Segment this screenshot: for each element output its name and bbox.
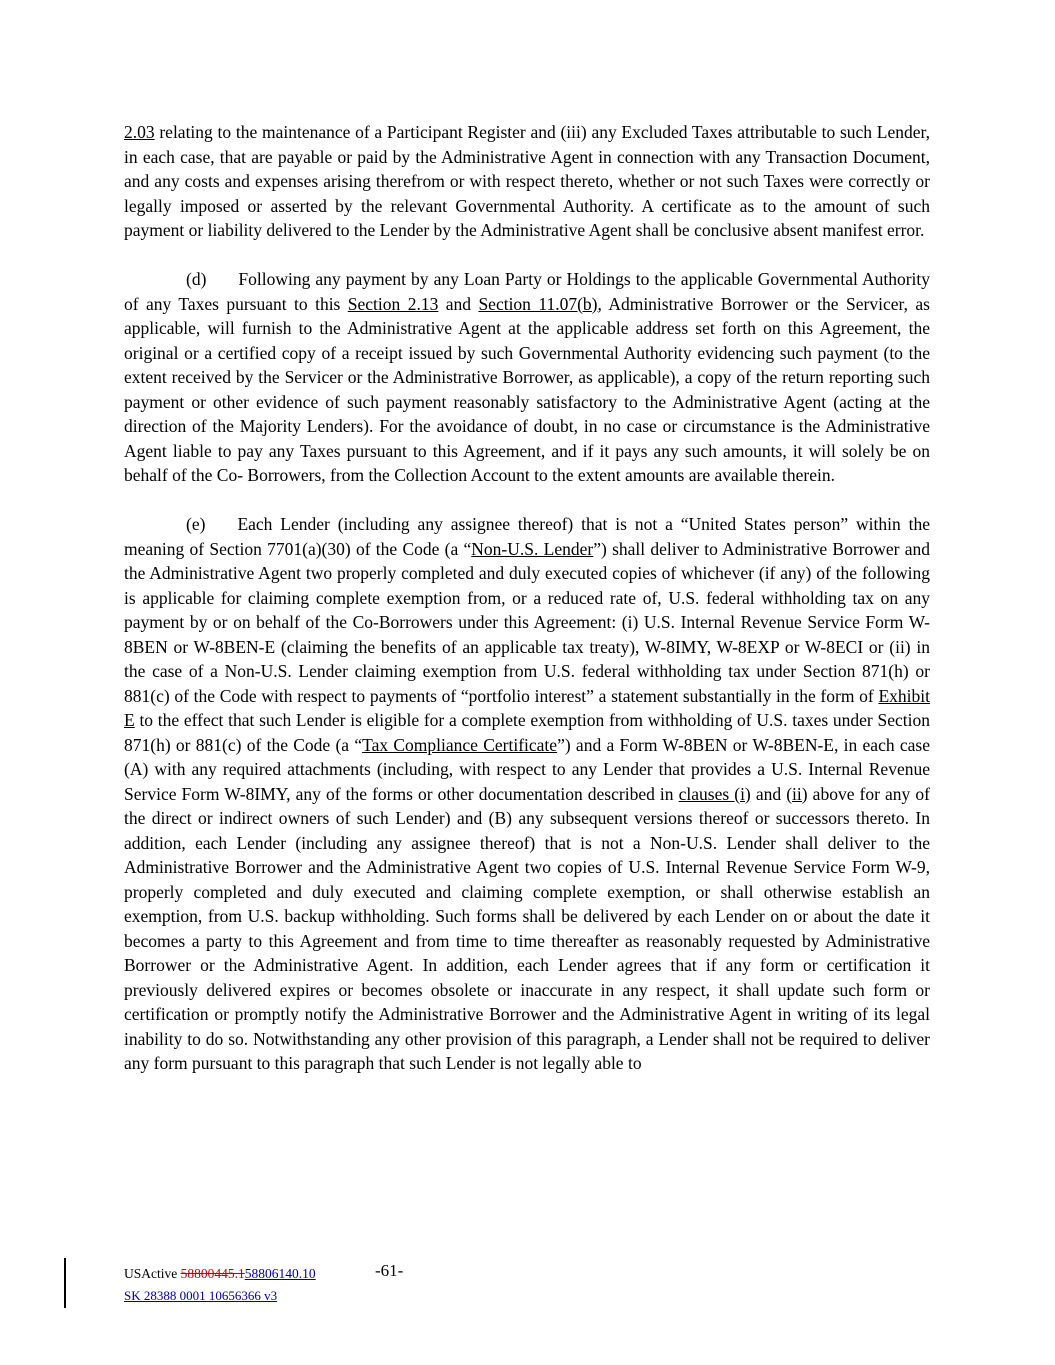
page-footer: [124, 1263, 930, 1307]
paragraph-d-text: Following any payment by any Loan Party or Holdings to the applicable Governmental Authority of any Taxes pursuant to this Section 2.13 and Section 11.07(b), Administrative Borrower or the Servicer, as applicable, will furnish to the Administrative Agent at the applicable address set forth on this Agreement, the original or a certified copy of a receipt issued by such Governmental Authority evidencing such payment (to the extent received by the Servicer or the Administrative Borrower, as applicable), a copy of the return reporting such payment or other evidence of such payment reasonably satisfactory to the Administrative Agent (acting at the direction of the Majority Lenders). For the avoidance of doubt, in no case or circumstance is the Administrative Agent liable to pay any Taxes pursuant to this Agreement, and if it pays any such amounts, it will solely be on behalf of the Co- Borrowers, from the Collection Account to the extent amounts are available therein.: [124, 269, 930, 485]
revision-change-bar: [64, 1258, 66, 1308]
paragraph-continuation: 2.03 relating to the maintenance of a Participant Register and (iii) any Excluded Taxes attributable to such Lender, in each case, that are payable or paid by the Administrative Agent in connection with any Transaction Document, and any costs and expenses arising therefrom or with respect thereto, whether or not such Taxes were correctly or legally imposed or asserted by the relevant Governmental Authority. A certificate as to the amount of such payment or liability delivered to the Lender by the Administrative Agent shall be conclusive absent manifest error.: [124, 122, 930, 240]
document-id: USActive 58800445.158806140.10: [124, 1266, 316, 1281]
paragraph-e-label: (e): [186, 514, 206, 534]
paragraph-e: [124, 512, 930, 1076]
paragraph-d: [124, 267, 930, 488]
page-number: -61-: [375, 1261, 404, 1280]
footer-line1: [124, 1263, 930, 1285]
paragraph-d-label: (d): [186, 269, 207, 289]
filing-code: SK 28388 0001 10656366 v3: [124, 1288, 278, 1303]
paragraph-e-text: Each Lender (including any assignee thereof) that is not a “United States person” within the meaning of Section 7701(a)(30) of the Code (a “Non-U.S. Lender”) shall deliver to Administrative Borrower and the Administrative Agent two properly completed and duly executed copies of whichever (if any) of the following is applicable for claiming complete exemption from, or a reduced rate of, U.S. federal withholding tax on any payment by or on behalf of the Co-Borrowers under this Agreement: (i) U.S. Internal Revenue Service Form W-8BEN or W-8BEN-E (claiming the benefits of an applicable tax treaty), W-8IMY, W-8EXP or W-8ECI or (ii) in the case of a Non-U.S. Lender claiming exemption from U.S. federal withholding tax under Section 871(h) or 881(c) of the Code with respect to payments of “portfolio interest” a statement substantially in the form of Exhibit E to the effect that such Lender is eligible for a complete exemption from withholding of U.S. taxes under Section 871(h) or 881(c) of the Code (a “Tax Compliance Certificate”) and a Form W-8BEN or W-8BEN-E, in each case (A) with any required attachments (including, with respect to any Lender that provides a U.S. Internal Revenue Service Form W-8IMY, any of the forms or other documentation described in clauses (i) and (ii) above for any of the direct or indirect owners of such Lender) and (B) any subsequent versions thereof or successors thereto. In addition, each Lender (including any assignee thereof) that is not a Non-U.S. Lender shall deliver to the Administrative Borrower and the Administrative Agent two copies of U.S. Internal Revenue Service Form W-9, properly completed and duly executed and claiming complete exemption, or shall otherwise establish an exemption, from U.S. backup withholding. Such forms shall be delivered by each Lender on or about the date it becomes a party to this Agreement and from time to time thereafter as reasonably requested by Administrative Borrower or the Administrative Agent. In addition, each Lender agrees that if any form or certification it previously delivered expires or becomes obsolete or inaccurate in any respect, it shall update such form or certification or promptly notify the Administrative Borrower and the Administrative Agent in writing of its legal inability to do so. Notwithstanding any other provision of this paragraph, a Lender shall not be required to deliver any form pursuant to this paragraph that such Lender is not legally able to: [124, 514, 930, 1073]
document-body: [124, 120, 930, 1100]
